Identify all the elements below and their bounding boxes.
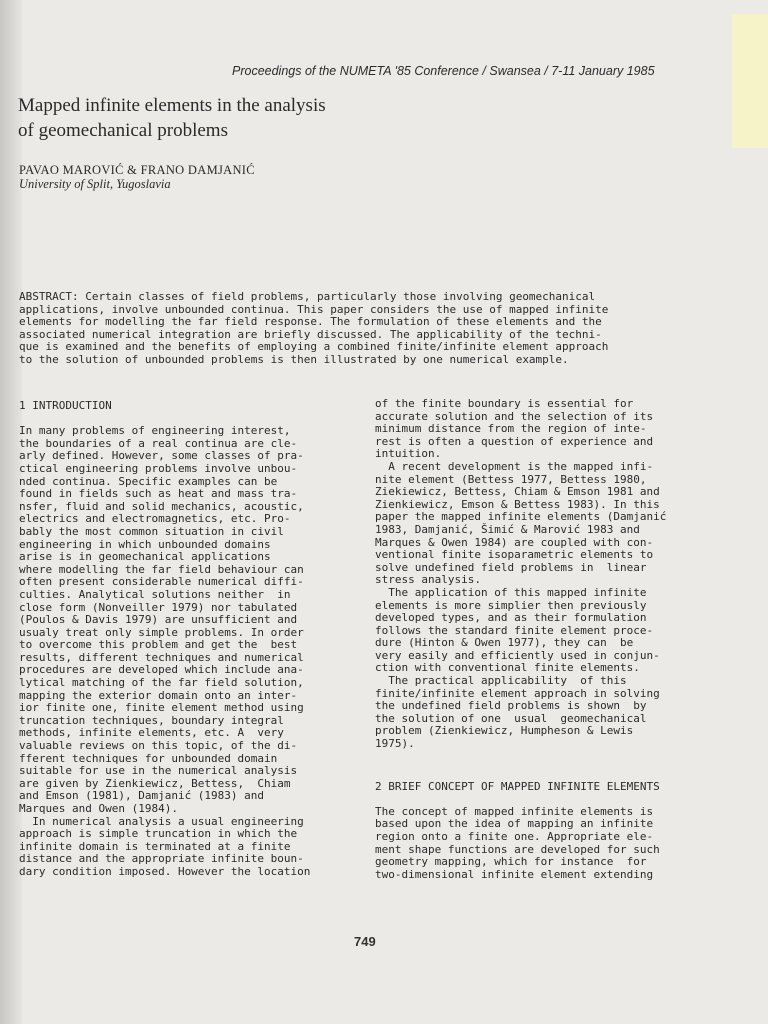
text-line: to overcome this problem and get the best (19, 638, 298, 652)
text-line: mapping the exterior domain onto an inter- (19, 688, 298, 702)
text-line: Marques and Owen (1984). (19, 802, 178, 815)
text-line: arly defined. However, some classes of pra- (19, 449, 304, 463)
text-line: elements is more simplier then previously (375, 598, 647, 612)
text-line: close form (Nonveiller 1979) nor tabulated (19, 600, 298, 614)
text-line: the undefined field problems is shown by (375, 699, 647, 713)
text-line: ior finite one, finite element method using (19, 701, 304, 715)
title-line: Mapped infinite elements in the analysis (18, 95, 326, 116)
left-column (19, 400, 364, 879)
text-line: ctical engineering problems involve unbou- (19, 461, 298, 475)
text-line: Marques & Owen 1984) are coupled with con- (375, 535, 654, 549)
text-line: 1975). (375, 737, 415, 751)
text-line: paper the mapped infinite elements (Damjanić (375, 510, 667, 524)
text-line: elements for modelling the far field response. The formulation of these elements and the (19, 315, 602, 329)
paper-title (18, 93, 438, 143)
proceedings-header: Proceedings of the NUMETA '85 Conference / Swansea / 7-11 January 1985 (232, 64, 655, 78)
section-heading-mapped-elements: 2 BRIEF CONCEPT OF MAPPED INFINITE ELEMENTS (375, 779, 660, 793)
text-line: follows the standard finite element proce- (375, 623, 654, 637)
text-line: very easily and efficiently used in conjun- (375, 648, 660, 662)
text-line: are given by Zienkiewicz, Bettess, Chiam (19, 776, 291, 790)
text-line: The concept of mapped infinite elements is (375, 804, 654, 818)
introduction-body (19, 425, 364, 878)
text-line: geometry mapping, which for instance for (375, 855, 647, 869)
text-line: ment shape functions are developed for such (375, 842, 660, 856)
text-line: 1983, Damjanić, Šimić & Marović 1983 and (375, 522, 640, 536)
text-line: que is examined and the benefits of employing a combined finite/infinite element approach (19, 340, 609, 354)
text-line: two-dimensional infinite element extending (375, 867, 654, 881)
text-line: applications, involve unbounded continua. This paper considers the use of mapped infinite (19, 302, 609, 316)
affiliation: University of Split, Yugoslavia (19, 177, 171, 191)
text-line: suitable for use in the numerical analysis (19, 764, 298, 778)
introduction-body-continued (375, 398, 720, 751)
text-line: Zienkiewicz, Emson & Bettess 1983). In this (375, 497, 660, 511)
text-line: and Emson (1981), Damjanić (1983) and (19, 789, 265, 803)
text-line: often present considerable numerical diffi- (19, 575, 304, 589)
text-line: bably the most common situation in civil (19, 524, 284, 538)
text-line: Ziekiewicz, Bettess, Chiam & Emson 1981 and (375, 485, 660, 499)
text-line: procedures are developed which include ana- (19, 663, 304, 677)
text-line: dure (Hinton & Owen 1977), they can be (375, 636, 634, 650)
text-line: results, different techniques and numerical (19, 650, 304, 664)
text-line: the boundaries of a real continua are cle- (19, 436, 298, 450)
text-line: lytical matching of the far field solution, (19, 676, 304, 690)
text-line: ABSTRACT: Certain classes of field problems, particularly those involving geomechanical (19, 290, 596, 303)
right-column (375, 398, 720, 881)
text-line: (Poulos & Davis 1979) are unsufficient and (19, 613, 298, 627)
text-line: ventional finite isoparametric elements to (375, 548, 654, 562)
text-line: of the finite boundary is essential for (375, 397, 634, 410)
text-line: associated numerical integration are briefly discussed. The applicability of the techni- (19, 327, 602, 341)
text-line: rest is often a question of experience and (375, 434, 654, 448)
text-line: solve undefined field problems in linear (375, 560, 647, 574)
text-line: The application of this mapped infinite (375, 585, 647, 599)
text-line: In numerical analysis a usual engineering (19, 814, 304, 828)
text-line: to the solution of unbounded problems is then illustrated by one numerical example. (19, 352, 569, 366)
section-heading-introduction: 1 INTRODUCTION (19, 399, 112, 412)
text-line: The practical applicability of this (375, 674, 627, 688)
text-line: infinite domain is terminated at a finite (19, 839, 291, 853)
text-line: based upon the idea of mapping an infinite (375, 817, 654, 831)
text-line: usualy treat only simple problems. In order (19, 625, 304, 639)
text-line: culties. Analytical solutions neither in (19, 587, 291, 601)
text-line: arise is in geomechanical applications (19, 550, 271, 564)
page-number: 749 (354, 934, 376, 949)
section2-body (375, 806, 720, 882)
text-line: engineering in which unbounded domains (19, 537, 271, 551)
text-line: approach is simple truncation in which the (19, 827, 298, 841)
text-line: nite element (Bettess 1977, Bettess 1980, (375, 472, 647, 486)
text-line: valuable reviews on this topic, of the di- (19, 739, 298, 753)
text-line: dary condition imposed. However the location (19, 864, 311, 878)
text-line: the solution of one usual geomechanical (375, 711, 647, 725)
text-line: In many problems of engineering interest, (19, 424, 291, 438)
text-line: ction with conventional finite elements. (375, 661, 640, 675)
abstract (19, 291, 719, 367)
sticky-note (732, 14, 768, 148)
text-line: finite/infinite element approach in solving (375, 686, 660, 700)
text-line: nded continua. Specific examples can be (19, 474, 278, 488)
text-line: fferent techniques for unbounded domain (19, 751, 278, 765)
title-line: of geomechanical problems (18, 120, 228, 141)
text-line: A recent development is the mapped infi- (375, 459, 654, 473)
text-line: developed types, and as their formulation (375, 611, 647, 625)
text-line: distance and the appropriate infinite boun- (19, 852, 304, 866)
authors: PAVAO MAROVIĆ & FRANO DAMJANIĆ (19, 163, 255, 177)
text-line: accurate solution and the selection of its (375, 409, 654, 423)
text-line: truncation techniques, boundary integral (19, 713, 284, 727)
text-line: nsfer, fluid and solid mechanics, acoustic, (19, 499, 304, 513)
text-line: region onto a finite one. Appropriate ele- (375, 830, 654, 843)
text-line: intuition. (375, 447, 442, 461)
text-line: minimum distance from the region of inte- (375, 422, 647, 436)
text-line: where modelling the far field behaviour can (19, 562, 304, 576)
text-line: electrics and electromagnetics, etc. Pro- (19, 512, 291, 526)
text-line: methods, infinite elements, etc. A very (19, 726, 284, 740)
text-line: problem (Zienkiewicz, Humpheson & Lewis (375, 724, 634, 738)
text-line: found in fields such as heat and mass tra- (19, 487, 298, 501)
text-line: stress analysis. (375, 573, 481, 587)
